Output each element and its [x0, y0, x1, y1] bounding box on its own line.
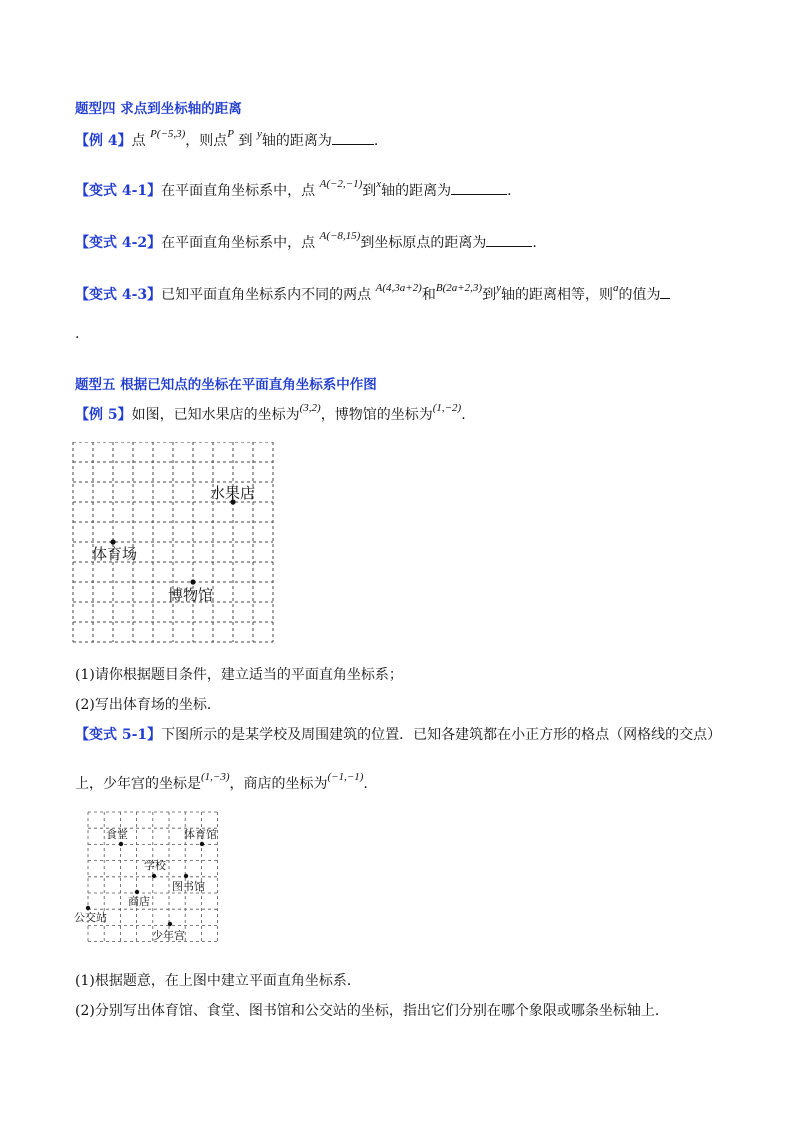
section4-title: 题型四 求点到坐标轴的距离 [75, 101, 242, 117]
variant-4-1-end: . [507, 183, 512, 199]
stadium-point [110, 539, 115, 544]
variant-5-1-line-2 [75, 771, 368, 794]
gym-point [200, 842, 204, 846]
canteen-label: 食堂 [106, 828, 128, 841]
school-label: 学校 [144, 859, 166, 872]
section5-title: 题型五 根据已知点的坐标在平面直角坐标系中作图 [75, 377, 377, 393]
fruit-shop-label: 水果店 [210, 484, 256, 502]
example-4-text-4: 轴的距离为 [261, 133, 332, 149]
variant-4-3 [75, 284, 670, 305]
variant-4-1-text-3: 轴的距离为 [381, 183, 452, 199]
variant-5-1-tag: 【变式 5-1】 [75, 727, 162, 743]
variant-4-1-var-x: x [376, 178, 382, 190]
variant-5-1-text-2: 上，少年宫的坐标是 [75, 776, 201, 792]
library-point [184, 874, 188, 878]
variant-4-3-text-3: 到 [482, 287, 497, 303]
variant-4-1-text-2: 到 [362, 183, 377, 199]
question-5-1-2: (2)分别写出体育馆、食堂、图书馆和公交站的坐标，指出它们分别在哪个象限或哪条坐标轴上． [75, 1003, 669, 1019]
bus-stop-point [86, 906, 90, 910]
example-5 [75, 402, 466, 425]
variant-4-3-point-b: B(2a+2,3) [435, 282, 483, 294]
example-5-tag: 【例 5】 [75, 407, 132, 423]
answer-blank[interactable] [660, 284, 670, 299]
example-4-tag: 【例 4】 [75, 133, 132, 149]
shop-point [135, 890, 139, 894]
variant-4-3-var-a: a [612, 282, 619, 294]
bus-stop-label: 公交站 [74, 911, 107, 924]
variant-4-1 [75, 180, 512, 201]
example-4-text-1: 点 [131, 133, 151, 149]
school-map-figure [74, 810, 224, 944]
variant-4-2-tag: 【变式 4-2】 [75, 235, 162, 251]
variant-4-1-text-1: 在平面直角坐标系中，点 [161, 183, 320, 199]
variant-4-2 [75, 232, 537, 253]
example-5-grid-figure [72, 442, 276, 644]
example-4-text-2: ，则点 [185, 133, 228, 149]
youth-palace-coordinate: (1,−3) [201, 771, 230, 783]
example-4-text-3: 到 [234, 133, 257, 149]
variant-5-1-end: . [363, 776, 368, 792]
example-5-text-1: 如图，已知水果店的坐标为 [131, 407, 300, 423]
stadium-label: 体育场 [92, 545, 138, 563]
example-4-var-y: y [256, 128, 262, 140]
variant-4-3-point-a: A(4,3a+2) [375, 282, 422, 294]
school-point [152, 874, 156, 878]
example-4-point: P(−5,3) [150, 128, 186, 140]
gym-label: 体育馆 [184, 828, 217, 841]
variant-4-1-point: A(−2,−1) [319, 178, 363, 190]
example-4 [75, 130, 378, 151]
question-5-1-1: (1)根据题意，在上图中建立平面直角坐标系． [75, 973, 361, 989]
variant-4-2-text-2: 到坐标原点的距离为 [360, 235, 487, 251]
variant-4-3-text-1: 已知平面直角坐标系内不同的两点 [161, 287, 376, 303]
youth-palace-point [168, 922, 172, 926]
variant-4-3-text-2: 和 [421, 287, 436, 303]
library-label: 图书馆 [172, 880, 205, 893]
museum-label: 博物馆 [168, 586, 214, 604]
fruit-shop-coordinate: (3,2) [299, 402, 321, 414]
example-4-var-p: P [227, 128, 235, 140]
variant-5-1 [75, 726, 721, 744]
variant-4-3-var-y: y [496, 282, 501, 294]
example-4-end: . [373, 133, 379, 149]
variant-4-2-point: A(−8,15) [319, 230, 361, 242]
variant-4-1-tag: 【变式 4-1】 [75, 183, 162, 199]
museum-coordinate: (1,−2) [432, 402, 462, 414]
example-5-text-2: ，博物馆的坐标为 [320, 407, 433, 423]
answer-blank[interactable] [332, 130, 374, 145]
canteen-point [119, 842, 123, 846]
variant-4-2-end: . [532, 235, 537, 251]
variant-5-1-text-3: ，商店的坐标为 [229, 776, 328, 792]
variant-4-3-text-4: 轴的距离相等，则 [500, 287, 613, 303]
shop-label: 商店 [128, 895, 150, 908]
example-5-end: . [461, 407, 466, 423]
variant-4-2-text-1: 在平面直角坐标系中，点 [161, 235, 320, 251]
youth-palace-label: 少年宫 [152, 929, 185, 942]
answer-blank[interactable] [451, 180, 507, 195]
museum-point [190, 579, 195, 584]
question-5-2: (2)写出体育场的坐标． [75, 697, 221, 713]
variant-4-3-tag: 【变式 4-3】 [75, 287, 162, 303]
variant-5-1-text-1: 下图所示的是某学校及周围建筑的位置．已知各建筑都在小正方形的格点（网格线的交点） [161, 727, 722, 743]
question-5-1: (1)请你根据题目条件，建立适当的平面直角坐标系； [75, 667, 403, 683]
variant-4-3-text-5: 的值为 [618, 287, 661, 303]
variant-4-3-line-2: . [75, 326, 80, 342]
answer-blank[interactable] [486, 232, 532, 247]
shop-coordinate: (−1,−1) [327, 771, 364, 783]
